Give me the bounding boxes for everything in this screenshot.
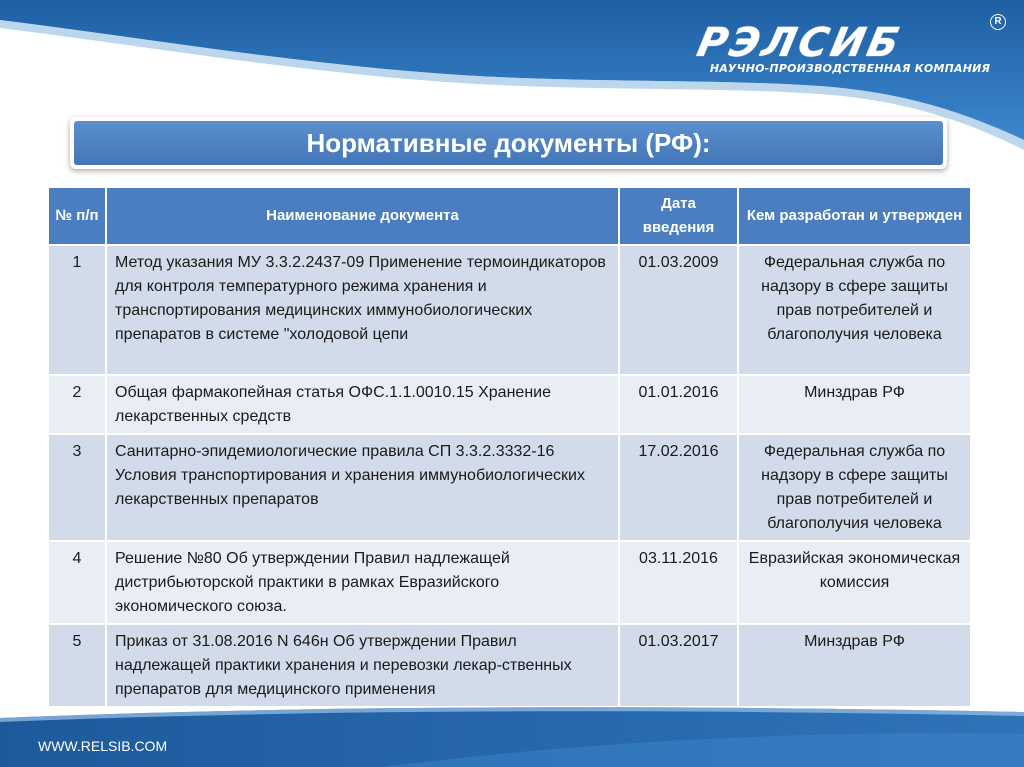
row-document-name: Санитарно-эпидемиологические правила СП 3.3.2.3332-16 Условия транспортирования и хранения иммунобиологических лекарственных препаратов: [106, 434, 619, 541]
row-organization: Евразийская экономическая комиссия: [738, 541, 971, 624]
row-number: 3: [48, 434, 106, 541]
row-document-name: Общая фармакопейная статья ОФС.1.1.0010.15 Хранение лекарственных средств: [106, 375, 619, 434]
row-document-name: Приказ от 31.08.2016 N 646н Об утверждении Правил надлежащей практики хранения и перевозки лекар-ственных препаратов для медицинского применения: [106, 624, 619, 707]
footer-wave-background: [0, 700, 1024, 767]
row-number: 1: [48, 245, 106, 375]
row-date: 01.03.2017: [619, 624, 738, 707]
table-row: [48, 245, 971, 375]
row-organization: Федеральная служба по надзору в сфере защиты прав потребителей и благополучия человека: [738, 434, 971, 541]
footer-website-url: WWW.RELSIB.COM: [38, 738, 168, 754]
table-row: [48, 541, 971, 624]
row-document-name: Метод указания МУ 3.3.2.2437-09 Применение термоиндикаторов для контроля температурного режима хранения и транспортирования медицинских иммунобиологических препаратов в системе "холодовой цепи: [106, 245, 619, 375]
table-row: [48, 375, 971, 434]
row-date: 01.01.2016: [619, 375, 738, 434]
row-date: 03.11.2016: [619, 541, 738, 624]
slide-title-box: [70, 117, 947, 169]
row-date: 01.03.2009: [619, 245, 738, 375]
row-organization: Минздрав РФ: [738, 624, 971, 707]
header-name: Наименование документа: [106, 187, 619, 245]
row-number: 2: [48, 375, 106, 434]
table-header-row: [48, 187, 971, 245]
row-number: 5: [48, 624, 106, 707]
table-row: [48, 624, 971, 707]
table-row: [48, 434, 971, 541]
logo-tagline: НАУЧНО-ПРОИЗВОДСТВЕННАЯ КОМПАНИЯ: [709, 62, 991, 75]
logo-wordmark: РЭЛСИБ: [693, 20, 907, 66]
registered-trademark-icon: R: [990, 14, 1006, 30]
header-org: Кем разработан и утвержден: [738, 187, 971, 245]
row-number: 4: [48, 541, 106, 624]
row-date: 17.02.2016: [619, 434, 738, 541]
documents-table: [47, 186, 972, 708]
slide-title: Нормативные документы (РФ):: [74, 121, 943, 165]
company-logo: [690, 14, 1020, 84]
row-document-name: Решение №80 Об утверждении Правил надлежащей дистрибьюторской практики в рамках Евразийского экономического союза.: [106, 541, 619, 624]
header-num: № п/п: [48, 187, 106, 245]
row-organization: Федеральная служба по надзору в сфере защиты прав потребителей и благополучия человека: [738, 245, 971, 375]
row-organization: Минздрав РФ: [738, 375, 971, 434]
header-date: Дата введения: [619, 187, 738, 245]
